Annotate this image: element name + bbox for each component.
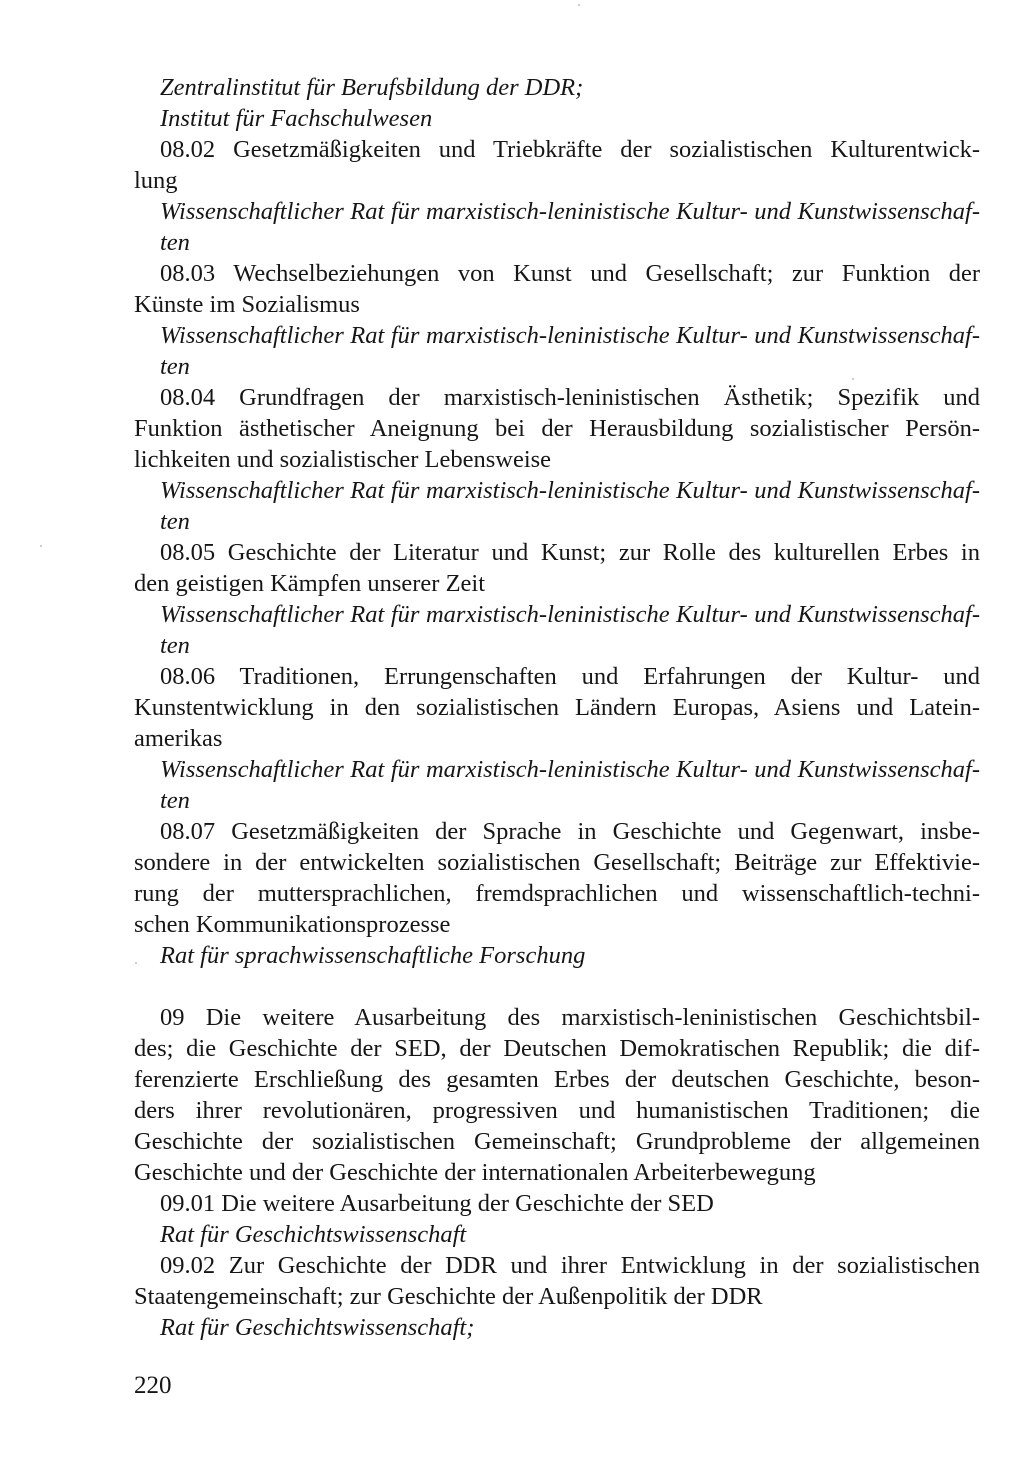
entry-title-08-05: 08.05 Geschichte der Literatur und Kunst; zur Rolle des kulturellen Erbes in [160, 539, 980, 566]
council-line: ten [160, 353, 190, 380]
council-line: Wissenschaftlicher Rat für marxistisch-leninistische Kultur- und Kunstwissenschaf- [160, 477, 980, 504]
entry-title-line: lichkeiten und sozialistischer Lebensweise [134, 446, 552, 473]
section-gap [134, 971, 980, 1002]
section-title-line: ferenzierte Erschließung des gesamten Erbes der deutschen Geschichte, beson- [134, 1066, 980, 1093]
entry-title-08-04: 08.04 Grundfragen der marxistisch-leninistischen Ästhetik; Spezifik und [160, 384, 980, 411]
section-title-09: 09 Die weitere Ausarbeitung des marxistisch-leninistischen Geschichtsbil- [160, 1004, 980, 1031]
council-line: ten [160, 632, 190, 659]
section-title-line: Geschichte und der Geschichte der internationalen Arbeiterbewegung [134, 1159, 816, 1186]
section-title-line: ders ihrer revolutionären, progressiven und humanistischen Traditionen; die [134, 1097, 980, 1124]
entry-title-08-02: 08.02 Gesetzmäßigkeiten und Triebkräfte der sozialistischen Kulturentwick- [160, 136, 980, 163]
entry-title-line: Künste im Sozialismus [134, 291, 360, 318]
institution-line: Zentralinstitut für Berufsbildung der DDR; [160, 74, 584, 101]
council-line: Wissenschaftlicher Rat für marxistisch-leninistische Kultur- und Kunstwissenschaf- [160, 322, 980, 349]
scan-speck [852, 378, 854, 380]
council-line: Wissenschaftlicher Rat für marxistisch-leninistische Kultur- und Kunstwissenschaf- [160, 198, 980, 225]
scan-speck [40, 545, 42, 547]
page-number: 220 [134, 1372, 172, 1399]
entry-title-08-06: 08.06 Traditionen, Errungenschaften und Erfahrungen der Kultur- und [160, 663, 980, 690]
council-line: Wissenschaftlicher Rat für marxistisch-leninistische Kultur- und Kunstwissenschaf- [160, 601, 980, 628]
entry-title-line: den geistigen Kämpfen unserer Zeit [134, 570, 486, 597]
entry-title-line: Staatengemeinschaft; zur Geschichte der Außenpolitik der DDR [134, 1283, 763, 1310]
entry-title-08-07: 08.07 Gesetzmäßigkeiten der Sprache in Geschichte und Gegenwart, insbe- [160, 818, 980, 845]
entry-title-line: Kunstentwicklung in den sozialistischen Ländern Europas, Asiens und Latein- [134, 694, 980, 721]
council-line: Rat für sprachwissenschaftliche Forschung [160, 942, 586, 969]
council-line: Rat für Geschichtswissenschaft; [160, 1314, 475, 1341]
entry-title-line: schen Kommunikationsprozesse [134, 911, 451, 938]
council-line: ten [160, 229, 190, 256]
entry-title-line: rung der muttersprachlichen, fremdsprachlichen und wissenschaftlich-techni- [134, 880, 980, 907]
institution-line: Institut für Fachschulwesen [160, 105, 433, 132]
entry-title-09-02: 09.02 Zur Geschichte der DDR und ihrer Entwicklung in der sozialistischen [160, 1252, 980, 1279]
council-line: Wissenschaftlicher Rat für marxistisch-leninistische Kultur- und Kunstwissenschaf- [160, 756, 980, 783]
council-line: Rat für Geschichtswissenschaft [160, 1221, 467, 1248]
section-title-line: des; die Geschichte der SED, der Deutschen Demokratischen Republik; die dif- [134, 1035, 980, 1062]
entry-title-line: Funktion ästhetischer Aneignung bei der Herausbildung sozialistischer Persön- [134, 415, 980, 442]
body-text [134, 72, 980, 1343]
council-line: ten [160, 787, 190, 814]
entry-title-line: sondere in der entwickelten sozialistischen Gesellschaft; Beiträge zur Effektivie- [134, 849, 980, 876]
council-line: ten [160, 508, 190, 535]
scan-speck [578, 4, 580, 6]
entry-title-09-01: 09.01 Die weitere Ausarbeitung der Geschichte der SED [160, 1190, 714, 1217]
entry-title-line: amerikas [134, 725, 223, 752]
entry-title-08-03: 08.03 Wechselbeziehungen von Kunst und Gesellschaft; zur Funktion der [160, 260, 980, 287]
scan-speck [135, 962, 137, 964]
section-title-line: Geschichte der sozialistischen Gemeinschaft; Grundprobleme der allgemeinen [134, 1128, 980, 1155]
entry-title-line: lung [134, 167, 178, 194]
